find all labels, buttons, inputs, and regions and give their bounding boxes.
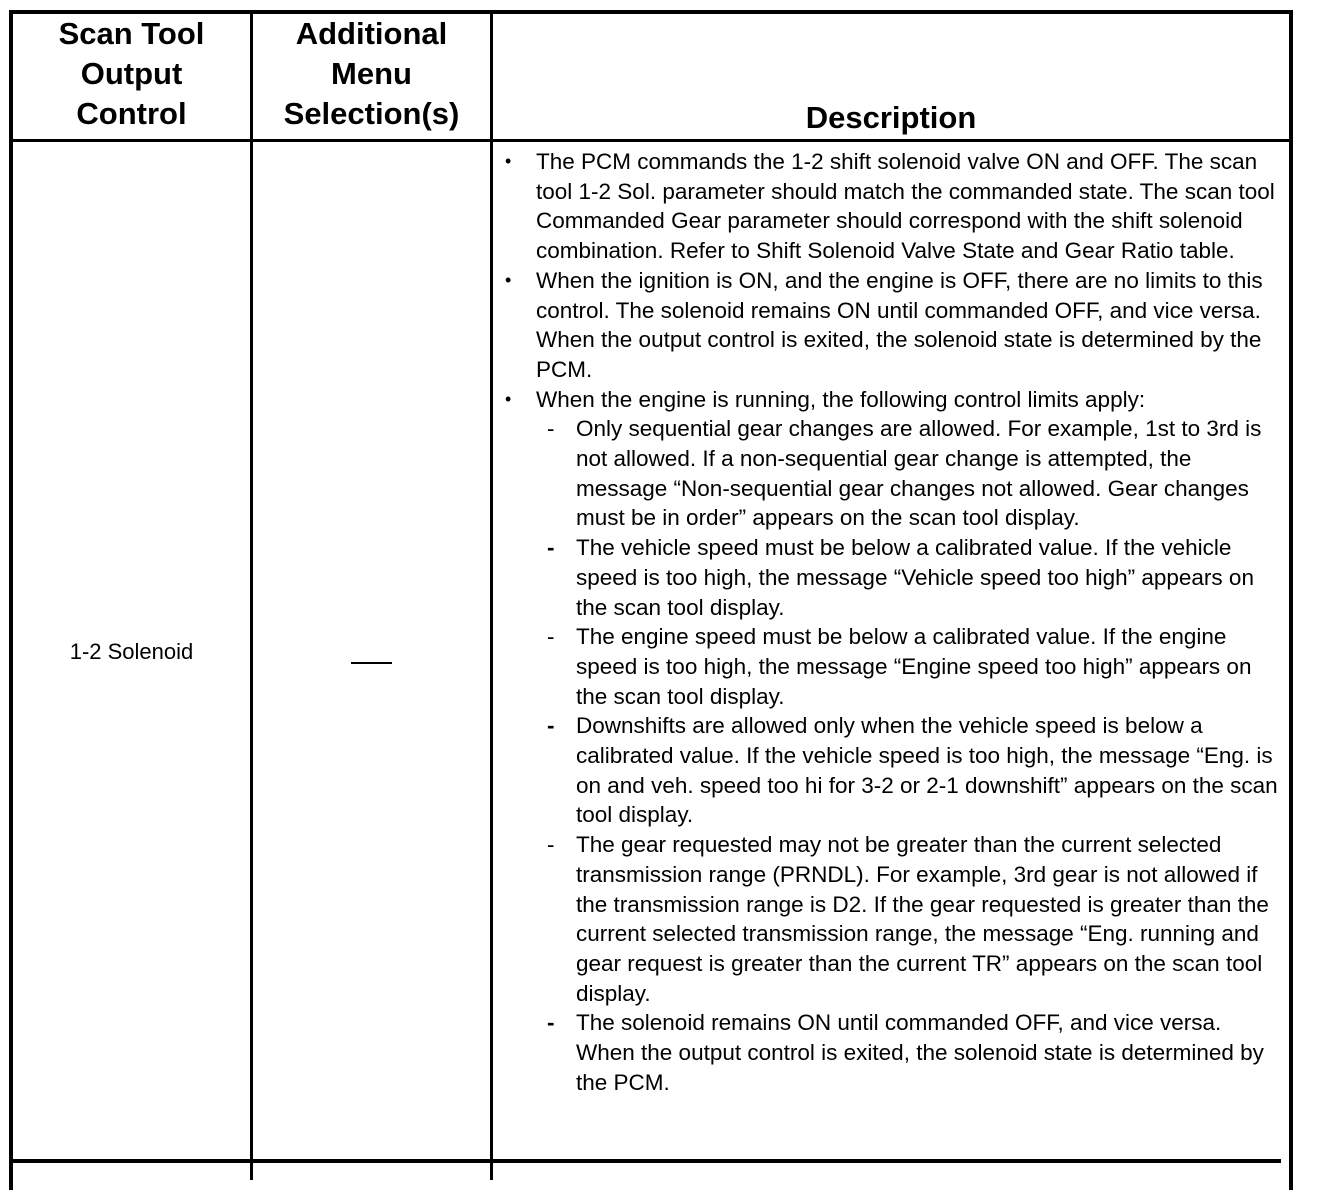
header-line: Output [80, 56, 183, 91]
header-line: Control [76, 96, 187, 131]
bullet-icon: • [505, 151, 512, 171]
sub-item-text: The solenoid remains ON until commanded OFF, and vice versa. When the output control is exited, the solenoid state is determined by the PCM. [576, 1010, 1264, 1095]
description-sub-item [505, 414, 1285, 533]
description-sub-item [505, 711, 1285, 830]
header-line: Menu [331, 56, 412, 91]
description-bullet [505, 266, 1285, 385]
description-sub-item [505, 830, 1285, 1008]
column-divider-2 [490, 10, 493, 1180]
bullet-text: When the engine is running, the following control limits apply: [536, 386, 1146, 412]
sub-item-text: The engine speed must be below a calibrated value. If the engine speed is too high, the message “Engine speed too high” appears on the scan tool display. [576, 624, 1252, 709]
header-line: Scan Tool [58, 16, 205, 51]
cell-description [505, 147, 1285, 1098]
output-control-value: 1-2 Solenoid [69, 639, 194, 664]
bullet-icon: • [505, 388, 512, 409]
dash-icon: - [547, 416, 555, 442]
header-description [493, 14, 1289, 140]
header-line: Description [805, 100, 977, 135]
dash-icon: - [547, 713, 555, 739]
description-sub-item [505, 1008, 1285, 1097]
empty-value-dash [351, 662, 392, 664]
header-line: Additional [295, 16, 448, 51]
dash-icon: - [547, 1010, 555, 1036]
bullet-text: The PCM commands the 1-2 shift solenoid valve ON and OFF. The scan tool 1-2 Sol. parameter should match the commanded state. The scan tool Commanded Gear parameter should correspond with the shift solenoid combination. Refer to Shift Solenoid Valve State and Gear Ratio table. [536, 149, 1275, 264]
cell-additional-menu-selection [253, 143, 490, 1161]
sub-item-text: Only sequential gear changes are allowed. For example, 1st to 3rd is not allowed. If a non-sequential gear change is attempted, the message “Non-sequential gear changes not allowed. Gear changes must be in order” appears on the scan tool display. [576, 416, 1262, 531]
dash-icon: - [547, 535, 555, 561]
dash-icon: - [547, 624, 555, 650]
bullet-text: When the ignition is ON, and the engine is OFF, there are no limits to this control. The solenoid remains ON until commanded OFF, and vice versa. When the output control is exited, the solenoid state is determined by the PCM. [536, 267, 1263, 382]
sub-item-text: The gear requested may not be greater than the current selected transmission range (PRNDL). For example, 3rd gear is not allowed if the transmission range is D2. If the gear requested is greater than the current selected transmission range, the message “Eng. running and gear request is greater than the current TR” appears on the scan tool display. [576, 832, 1269, 1006]
description-sub-item [505, 622, 1285, 711]
cell-output-control [13, 143, 250, 1161]
dash-icon: - [547, 832, 555, 858]
header-additional-menu-selections [253, 14, 490, 140]
description-bullet [505, 385, 1285, 415]
sub-item-text: Downshifts are allowed only when the vehicle speed is below a calibrated value. If the vehicle speed is too high, the message “Eng. is on and veh. speed too hi for 3-2 or 2-1 downshift” appears on the scan tool display. [576, 713, 1278, 828]
sub-item-text: The vehicle speed must be below a calibrated value. If the vehicle speed is too high, the message “Vehicle speed too high” appears on the scan tool display. [576, 535, 1254, 620]
header-line: Selection(s) [283, 96, 460, 131]
header-scan-tool-output-control [13, 14, 250, 140]
description-bullet [505, 147, 1285, 266]
description-sub-item [505, 533, 1285, 622]
bullet-icon: • [505, 269, 512, 290]
